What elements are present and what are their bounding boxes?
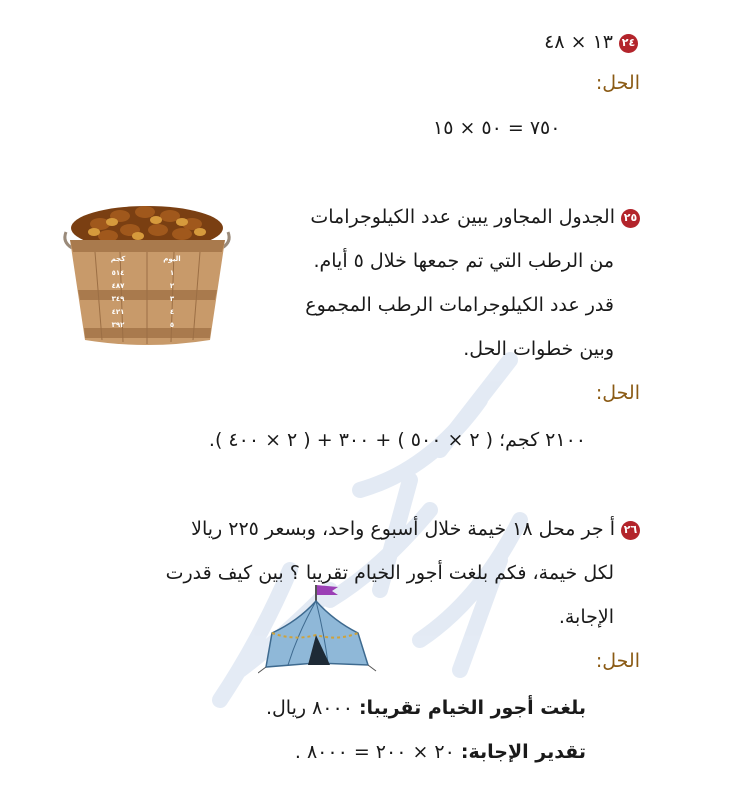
question-25 — [220, 206, 640, 382]
question-24 — [544, 31, 638, 53]
question-26-badge: ٢٦ — [621, 521, 640, 540]
table-header-day: اليوم — [163, 255, 181, 263]
table-kg-5: ٣٩٢ — [111, 321, 125, 329]
q25-line-1: ٢٥الجدول المجاور يبين عدد الكيلوجرامات — [220, 206, 640, 250]
q26-answer-1: بلغت أجور الخيام تقريبا: ٨٠٠٠ ريال. — [265, 697, 586, 719]
q26-solution-label: الحل: — [595, 650, 640, 672]
table-kg-1: ٥١٤ — [111, 269, 125, 277]
question-24-badge: ٢٤ — [619, 34, 638, 53]
table-kg-4: ٤٢١ — [111, 308, 125, 316]
table-kg-3: ٣٤٩ — [111, 295, 125, 303]
table-day-4: ٤ — [169, 308, 175, 316]
q26-line-3: الإجابة. — [558, 606, 614, 628]
q25-line-3: قدر عدد الكيلوجرامات الرطب المجموع — [305, 294, 614, 316]
table-day-3: ٣ — [169, 295, 175, 303]
q26-line-2: لكل خيمة، فكم بلغت أجور الخيام تقريبا ؟ بين كيف قدرت — [165, 562, 614, 584]
tent-illustration — [258, 583, 378, 675]
table-day-1: ١ — [169, 269, 175, 277]
q25-line-4: وبين خطوات الحل. — [463, 338, 614, 360]
question-25-badge: ٢٥ — [621, 209, 640, 228]
table-kg-2: ٤٨٧ — [111, 282, 125, 290]
table-day-2: ٢ — [169, 282, 175, 290]
q24-answer: ٧٥٠ = ٥٠ × ١٥ — [433, 117, 561, 139]
table-day-5: ٥ — [169, 321, 175, 329]
q25-solution-label: الحل: — [595, 382, 640, 404]
table-header-kg: كجم — [110, 255, 126, 263]
q26-answer-2: تقدير الإجابة: ٢٠ × ٢٠٠ = ٨٠٠٠ . — [294, 741, 586, 763]
q25-line-2: من الرطب التي تم جمعها خلال ٥ أيام. — [313, 250, 614, 272]
q24-solution-label: الحل: — [595, 72, 640, 94]
basket-illustration — [60, 200, 235, 350]
q25-answer: ٢١٠٠ كجم؛ ( ٢ × ٥٠٠ ) + ٣٠٠ + ( ٢ × ٤٠٠ ). — [208, 429, 586, 451]
question-24-expression: ١٣ × ٤٨ — [544, 31, 613, 53]
q26-line-1: ٢٦أ جر محل ١٨ خيمة خلال أسبوع واحد، وبسعر ٢٢٥ ريالا — [0, 518, 640, 562]
